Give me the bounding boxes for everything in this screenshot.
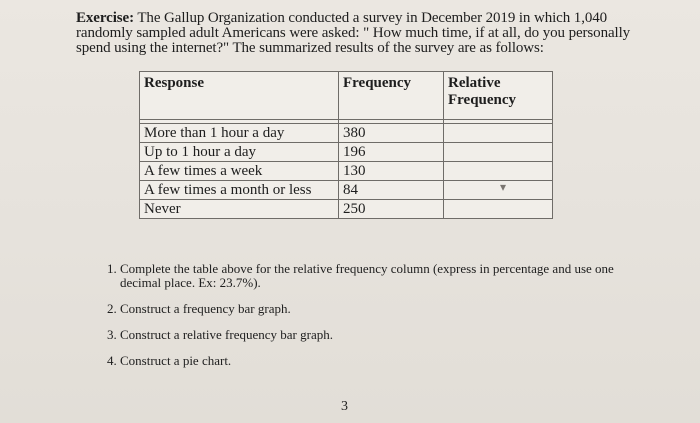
cell-relative-frequency[interactable] [444,162,553,181]
table-row [140,143,553,162]
header-response: Response [140,72,339,120]
cell-response: Up to 1 hour a day [140,143,339,162]
cell-frequency: 130 [339,162,444,181]
task-item: 1. Complete the table above for the relative frequency column (express in percentage and use one decimal place. Ex: 23.7%). [120,262,640,290]
cell-response: More than 1 hour a day [140,124,339,143]
cell-frequency: 84 [339,181,444,200]
cell-relative-frequency[interactable] [444,143,553,162]
cell-frequency: 196 [339,143,444,162]
task-list [100,262,640,380]
task-item: 2. Construct a frequency bar graph. [120,302,640,316]
frequency-table [139,71,553,219]
table-row [140,124,553,143]
exercise-label: Exercise: [76,10,134,26]
pencil-mark: ▾ [500,180,507,194]
cell-frequency: 250 [339,200,444,219]
table-header-row [140,72,553,120]
cell-response: A few times a month or less [140,181,339,200]
cell-relative-frequency[interactable] [444,124,553,143]
task-item: 3. Construct a relative frequency bar graph. [120,328,640,342]
table-row [140,181,553,200]
cell-relative-frequency[interactable] [444,200,553,219]
cell-relative-frequency[interactable] [444,181,553,200]
header-relative-frequency: Relative Frequency [444,72,553,120]
table-row [140,162,553,181]
task-item: 4. Construct a pie chart. [120,354,640,368]
cell-response: Never [140,200,339,219]
exercise-intro [76,11,636,56]
exercise-text: The Gallup Organization conducted a survey in December 2019 in which 1,040 randomly sampled adult Americans were asked: " How much time, if at all, do you personally spend using the internet?" The summarized results of the survey are as follows: [76,10,631,56]
page-number: 3 [341,399,348,414]
header-frequency: Frequency [339,72,444,120]
table-row [140,200,553,219]
cell-response: A few times a week [140,162,339,181]
cell-frequency: 380 [339,124,444,143]
